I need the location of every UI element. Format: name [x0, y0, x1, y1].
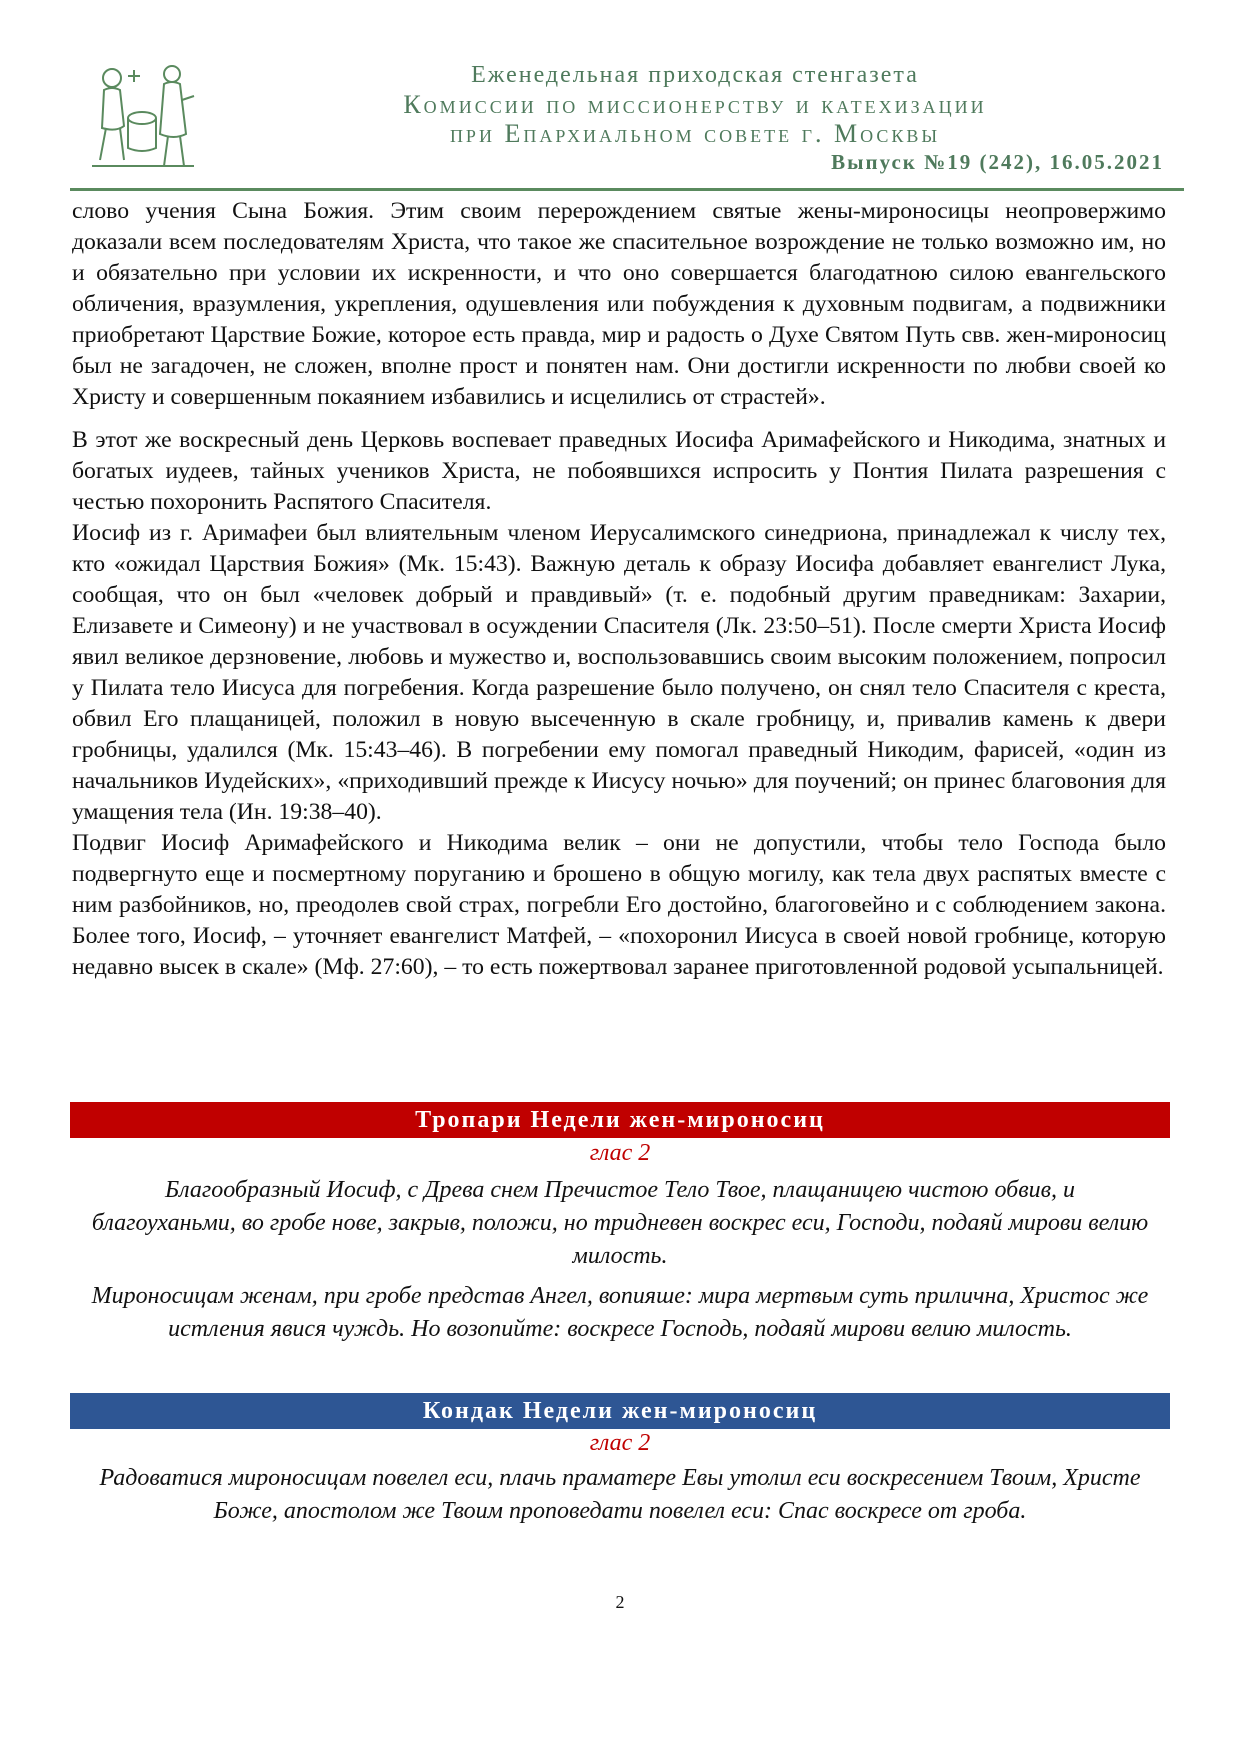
paragraph-4: Подвиг Иосиф Аримафейского и Никодима велик – они не допустили, чтобы тело Господа было подвергнуто еще и посмертному поруганию и брошено в общую могилу, как тела двух распятых вместе с ним разбойников, но, преодолев свой страх, погребли Его достойно, благоговейно и с соблюдением закона. Более того, Иосиф, – уточняет евангелист Матфей, – «похоронил Иисуса в своей новой гробнице, которую недавно высек в скале» (Мф. 27:60), – то есть пожертвовал заранее приготовленной родовой усыпальницей.	[72, 830, 1166, 980]
troparion-2: Мироносицам женам, при гробе представ Ангел, вопияше: мира мертвым суть прилична, Христос же истления явися чуждь. Но возопийте: воскресе Господь, подаяй мирови велию милость.	[91, 1283, 1149, 1342]
masthead-line-2: Комиссии по миссионерству и катехизации	[403, 90, 987, 119]
page-number: 2	[615, 1592, 625, 1612]
masthead	[220, 60, 1170, 148]
myrrhbearers-logo-icon	[82, 56, 202, 176]
troparia-tone: глас 2	[589, 1140, 651, 1166]
header-divider	[70, 188, 1184, 191]
kontakion-heading: Кондак Недели жен-мироносиц	[70, 1393, 1170, 1429]
paragraph-1: слово учения Сына Божия. Этим своим перерождением святые жены-мироносицы неопровержимо доказали всем последователям Христа, что такое же спасительное возрождение не только возможно им, но и обязательно при условии их искренности, и что оно совершается благодатною силою евангельского обличения, вразумления, укрепления, одушевления или побуждения к духовным подвигам, а подвижники приобретают Царствие Божие, которое есть правда, мир и радость о Духе Святом Путь свв. жен-мироносиц был не загадочен, не сложен, вполне прост и понятен нам. Они достигли искренности по любви своей ко Христу и совершенным покаянием избавились и исцелились от страстей».	[72, 198, 1166, 410]
masthead-line-3: при Епархиальном совете г. Москвы	[449, 119, 941, 148]
kontakion-tone: глас 2	[589, 1430, 651, 1456]
article-body	[72, 196, 1166, 983]
paragraph-3: Иосиф из г. Аримафеи был влиятельным членом Иерусалимского синедриона, принадлежал к числу тех, кто «ожидал Царствия Божия» (Мк. 15:43). Важную деталь к образу Иосифа добавляет евангелист Лука, сообщая, что он был «человек добрый и правдивый» (т. е. подобный другим праведникам: Захарии, Елизавете и Симеону) и не участвовал в осуждении Спасителя (Лк. 23:50–51). После смерти Христа Иосиф явил великое дерзновение, любовь и мужество и, воспользовавшись своим высоким положением, попросил у Пилата тело Иисуса для погребения. Когда разрешение было получено, он снял тело Спасителя с креста, обвил Его плащаницей, положил в новую высеченную в скале гробницу, и, привалив камень к двери гробницы, удалился (Мк. 15:43–46). В погребении ему помогал праведный Никодим, фарисей, «один из начальников Иудейских», «приходивший прежде к Иисусу ночью» для поучений; он принес благовония для умащения тела (Ин. 19:38–40).	[72, 520, 1166, 825]
kontakion-text: Радоватися мироносицам повелел еси, плачь праматере Евы утолил еси воскресением Твоим, Христе Боже, апостолом же Твоим проповедати повелел еси: Спас воскресе от гроба.	[99, 1465, 1141, 1524]
troparion-1: Благообразный Иосиф, с Древа снем Пречистое Тело Твое, плащаницею чистою обвив, и благоуханьми, во гробе нове, закрыв, положи, но тридневен воскрес еси, Господи, подаяй мирови велию милость.	[91, 1177, 1149, 1269]
issue-number: Выпуск №19 (242), 16.05.2021	[831, 150, 1164, 174]
masthead-line-1: Еженедельная приходская стенгазета	[471, 62, 919, 88]
troparia-heading: Тропари Недели жен-мироносиц	[70, 1102, 1170, 1138]
page-header	[70, 50, 1184, 190]
paragraph-2: В этот же воскресный день Церковь воспевает праведных Иосифа Аримафейского и Никодима, знатных и богатых иудеев, тайных учеников Христа, не побоявшихся испросить у Понтия Пилата разрешения с честью похоронить Распятого Спасителя.	[72, 427, 1166, 515]
